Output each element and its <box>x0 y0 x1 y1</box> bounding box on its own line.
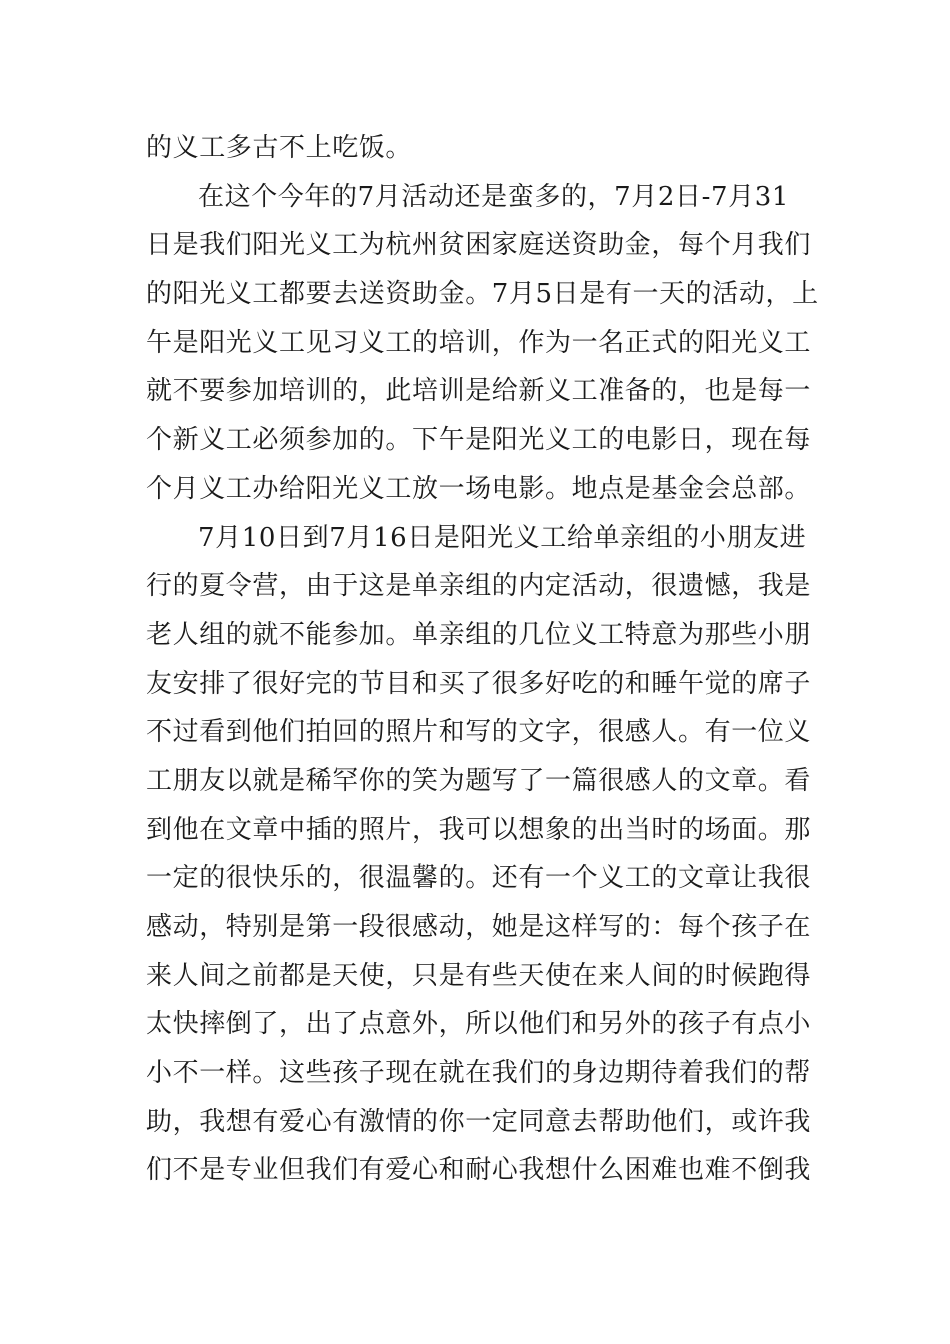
paragraph-start-line: 7月10日到7月16日是阳光义工给单亲组的小朋友进 <box>198 522 807 553</box>
text-line: 太快摔倒了，出了点意外，所以他们和另外的孩子有点小 <box>146 1009 812 1040</box>
text-line: 到他在文章中插的照片，我可以想象的出当时的场面。那 <box>146 814 812 845</box>
paragraph-start-line: 在这个今年的7月活动还是蛮多的，7月2日-7月31 <box>198 181 790 212</box>
body-text <box>146 124 819 1195</box>
text-line: 工朋友以就是稀罕你的笑为题写了一篇很感人的文章。看 <box>146 765 812 796</box>
text-line: 助，我想有爱心有激情的你一定同意去帮助他们，或许我 <box>146 1106 812 1137</box>
text-line: 小不一样。这些孩子现在就在我们的身边期待着我们的帮 <box>146 1058 812 1089</box>
text-line: 个月义工办给阳光义工放一场电影。地点是基金会总部。 <box>146 473 812 504</box>
text-line: 感动，特别是第一段很感动，她是这样写的：每个孩子在 <box>146 912 812 942</box>
text-line: 友安排了很好完的节目和买了很多好吃的和睡午觉的席子 <box>146 668 812 699</box>
text-line: 一定的很快乐的，很温馨的。还有一个义工的文章让我很 <box>146 863 812 894</box>
text-line: 们不是专业但我们有爱心和耐心我想什么困难也难不倒我 <box>146 1155 812 1186</box>
text-line: 午是阳光义工见习义工的培训，作为一名正式的阳光义工 <box>146 327 812 358</box>
text-line: 来人间之前都是天使，只是有些天使在来人间的时候跑得 <box>146 960 812 991</box>
text-line: 个新义工必须参加的。下午是阳光义工的电影日，现在每 <box>146 425 812 456</box>
text-line: 的阳光义工都要去送资助金。7月5日是有一天的活动，上 <box>146 279 819 310</box>
text-line: 的义工多古不上吃饭。 <box>146 133 413 163</box>
text-line: 不过看到他们拍回的照片和写的文字，很感人。有一位义 <box>146 717 812 748</box>
text-line: 行的夏令营，由于这是单亲组的内定活动，很遗憾，我是 <box>146 571 812 602</box>
text-line: 老人组的就不能参加。单亲组的几位义工特意为那些小朋 <box>146 619 812 650</box>
text-line: 就不要参加培训的，此培训是给新义工准备的，也是每一 <box>146 376 812 407</box>
text-line: 日是我们阳光义工为杭州贫困家庭送资助金，每个月我们 <box>146 230 812 261</box>
